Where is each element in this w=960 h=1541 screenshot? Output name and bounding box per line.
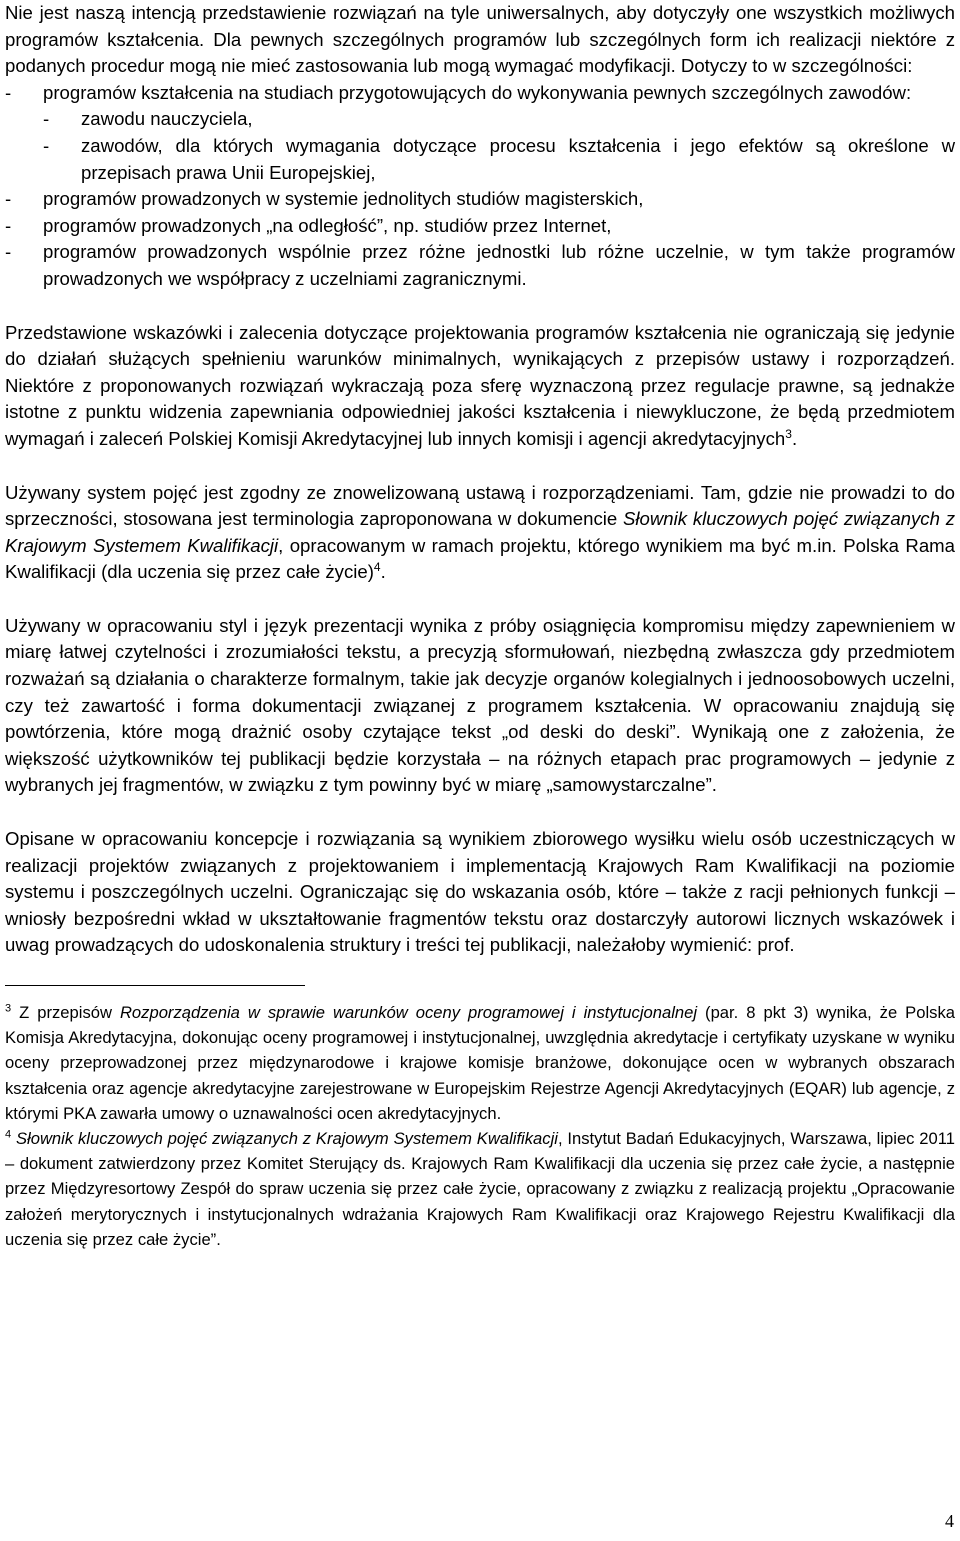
paragraph-text: Przedstawione wskazówki i zalecenia dotyczące projektowania programów kształcenia nie ograniczają się jedynie do działań służących spełnieniu warunków minimalnych, wynikających z przepisów ustawy i rozporządzeń. Niektóre z proponowanych rozwiązań wykraczają poza sferę wyznaczoną przez regulacje prawne, są jednakże istotne z punktu widzenia zapewniania odpowiedniej jakości kształcenia i niewykluczone, że będą przedmiotem wymagań i zaleceń Polskiej Komisji Akredytacyjnej lub innych komisji i agencji akredytacyjnych: [5, 321, 955, 449]
list-item-text: programów kształcenia na studiach przygotowujących do wykonywania pewnych szczególnych zawodów:: [43, 81, 912, 103]
document-title: Słownik kluczowych pojęć związanych z Krajowym Systemem Kwalifikacji: [5, 508, 955, 556]
intro-paragraph: [5, 0, 955, 80]
footnote-ref[interactable]: 4: [373, 560, 381, 575]
sub-list-item-text: zawodu nauczyciela,: [81, 108, 253, 130]
sub-list: [43, 106, 955, 186]
list-item: [5, 239, 955, 292]
footnote-divider: [5, 985, 305, 986]
sub-list-item: [43, 106, 955, 133]
paragraph-text: Używany system pojęć jest zgodny ze znowelizowaną ustawą i rozporządzeniami. Tam, gdzie nie prowadzi to do sprzeczności, stosowana jest terminologia zaproponowana w dokumencie: [5, 481, 955, 530]
footnote-4: [5, 1126, 955, 1252]
punctuation: .: [791, 427, 798, 449]
footnote-number: 3: [5, 1002, 12, 1015]
footnote-text: (par. 8 pkt 3) wynika, że Polska Komisja Akredytacyjna, dokonując oceny programowej i instytucjonalnej, uwzględnia akredytacje i certyfikaty uzyskane w wyniku oceny przeprowadzonej przez międzynarodowe i krajowe komisje branżowe, dokonujące ocen w wybranych obszarach kształcenia oraz agencje akredytacyjne zarejestrowane w Europejskim Rejestrze Agencji Akredytacyjnych (EQAR) lub agencje, z którymi PKA zawarła umowy o uznawalności ocen akredytacyjnych.: [5, 1003, 955, 1123]
footnote-number: 4: [5, 1128, 12, 1141]
footnote-3: [5, 1000, 955, 1126]
footnote-ref[interactable]: 3: [785, 426, 792, 441]
punctuation: .: [380, 561, 386, 583]
scope-list: [5, 80, 955, 293]
list-item: [5, 213, 955, 240]
paragraph-text: , opracowanym w ramach projektu, którego wynikiem ma być m.in. Polska Rama Kwalifikacji (dla uczenia się przez całe życie): [5, 534, 956, 583]
paragraph-text: Opisane w opracowaniu koncepcje i rozwiązania są wynikiem zbiorowego wysiłku wielu osób uczestniczących w realizacji projektów związanych z projektowaniem i implementacją Krajowych Ram Kwalifikacji na poziomie systemu i poszczególnych uczelni. Ograniczając się do wskazania osób, które – także z racji pełnionych funkcji – wniosły bezpośredni wkład w ukształtowanie fragmentów tekstu oraz dostarczyły autorowi licznych wskazówek i uwag prowadzących do udoskonalenia struktury i treści tej publikacji, należałoby wymienić: prof.: [5, 828, 955, 956]
page-number: 4: [945, 1511, 954, 1531]
sub-list-item-text: zawodów, dla których wymagania dotyczące procesu kształcenia i jego efektów są określone w przepisach prawa Unii Europejskiej,: [81, 134, 955, 183]
intro-text: Nie jest naszą intencją przedstawienie rozwiązań na tyle uniwersalnych, aby dotyczyły one wszystkich możliwych programów kształcenia. Dla pewnych szczególnych programów lub szczególnych form ich realizacji niektóre z podanych procedur mogą nie mieć zastosowania lub mogą wymagać modyfikacji. Dotyczy to w szczególności:: [5, 2, 955, 77]
list-item-text: programów prowadzonych „na odległość”, np. studiów przez Internet,: [43, 214, 612, 236]
footnote-text: Z przepisów: [11, 1003, 120, 1022]
paragraph-acknowledgements: [5, 826, 955, 959]
paragraph-style: [5, 613, 955, 799]
footnote-title: Słownik kluczowych pojęć związanych z Krajowym Systemem Kwalifikacji: [11, 1129, 558, 1149]
footnote-text: , Instytut Badań Edukacyjnych, Warszawa, lipiec 2011 – dokument zatwierdzony przez Komitet Sterujący ds. Krajowych Ram Kwalifikacji dla uczenia się przez całe życie, a następnie przez Międzyresortowy Zespół do spraw uczenia się przez całe życie, opracowany z związku z realizacją projektu „Opracowanie założeń merytorycznych i instytucjonalnych wdrażania Krajowych Ram Kwalifikacji oraz Krajowego Rejestru Kwalifikacji dla uczenia się przez całe życie”.: [5, 1129, 955, 1249]
paragraph-text: Używany w opracowaniu styl i język prezentacji wynika z próby osiągnięcia kompromisu między zapewnieniem w miarę łatwej czytelności i zrozumiałości tekstu, a precyzją sformułowań, niezbędną zwłaszcza gdy przedmiotem rozważań są działania o charakterze formalnym, takie jak decyzje organów kolegialnych i jednoosobowych uczelni, czy też zawartość i forma dokumentacji związanej z programem kształcenia. W opracowaniu znajdują się powtórzenia, które mogą drażnić osoby czytające tekst „od deski do deski”. Wynikają one z założenia, że większość użytkowników tej publikacji będzie korzystała – na różnych etapach prac programowych – jedynie z wybranych jej fragmentów, w związku z tym powinny być w miarę „samowystarczalne”.: [5, 614, 955, 796]
footnote-title: Rozporządzenia w sprawie warunków oceny programowej i instytucjonalnej: [119, 1003, 698, 1022]
list-item-text: programów prowadzonych w systemie jednolitych studiów magisterskich,: [43, 188, 644, 210]
paragraph-terminology: [5, 480, 955, 586]
list-item: [5, 80, 955, 186]
paragraph-guidelines: [5, 320, 955, 453]
list-item-text: programów prowadzonych wspólnie przez różne jednostki lub różne uczelnie, w tym także programów prowadzonych we współpracy z uczelniami zagranicznymi.: [43, 241, 955, 289]
list-item: [5, 186, 955, 213]
sub-list-item: [43, 133, 955, 186]
